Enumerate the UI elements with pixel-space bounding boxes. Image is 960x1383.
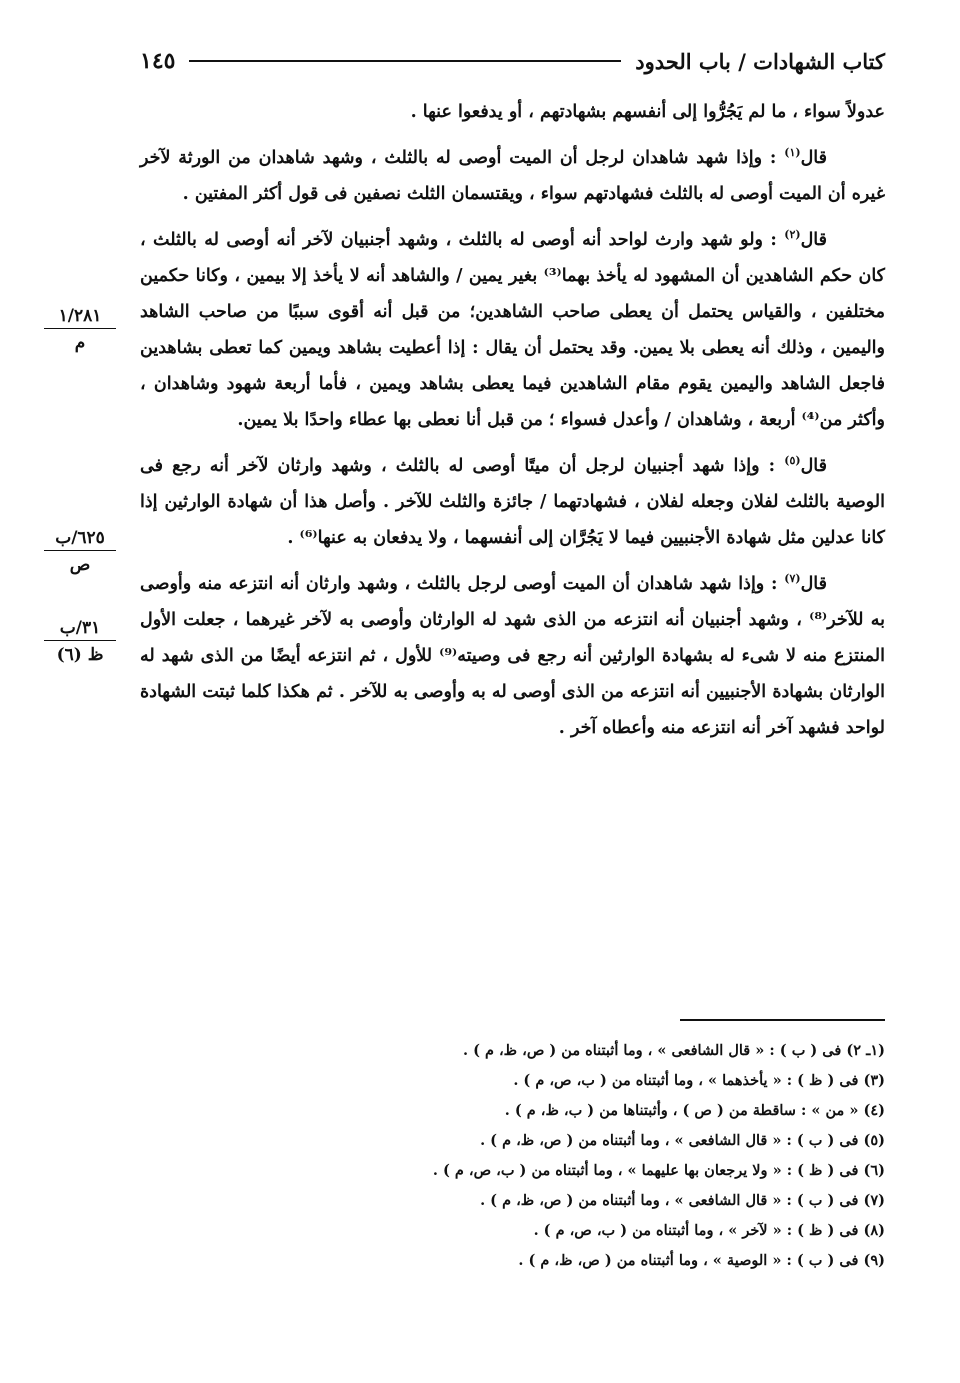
footnote: (٧) فى ( ب ) : « قال الشافعى » ، وما أثبتناه من ( ص، ظ، م ) . xyxy=(480,1192,885,1209)
footnote: (٩) فى ( ب ) : « الوصية » ، وما أثبتناه من ( ص، ظ، م ) . xyxy=(518,1252,885,1269)
margin-manuscript: ظ (٦) xyxy=(56,645,104,665)
margin-folio: ١/٢٨١ xyxy=(44,306,116,329)
paragraph xyxy=(140,140,885,212)
footnote: (٤) « من » : ساقطة من ( ص ) ، وأثبتناها من ( ب، ظ، م ) . xyxy=(504,1102,885,1119)
margin-folio: ٣١/ب xyxy=(44,618,116,641)
margin-note xyxy=(44,618,116,665)
paragraph-text: عدولاً سواء ، ما لم يَجُرُّوا إلى أنفسهم بشهادتهم ، أو يدفعوا عنها . xyxy=(410,102,885,122)
footnote-ref: (١) xyxy=(784,146,801,160)
paragraph-text: : وإذا شهد أجنبيان لرجل أن ميتًا أوصى له بالثلث ، وشهد وارثان لآخر أنه رجع فى الوصية بالثلث لفلان وجعله لفلان ، فشهادتهما / جائزة والثلث للآخر . وأصل هذا أن شهادة الوارثين إذا كانا عدلين مثل شهادة الأجنبيين فيما لا يَجُرَّان إلى أنفسهما ، ولا يدفعان به عنها⁽⁶⁾ . xyxy=(140,456,885,548)
margin-note xyxy=(44,306,116,353)
margin-note xyxy=(44,528,116,575)
footnotes xyxy=(140,1036,885,1276)
footnote: (٥) فى ( ب ) : « قال الشافعى » ، وما أثبتناه من ( ص، ظ، م ) . xyxy=(480,1132,885,1149)
footnote: (١ـ ٢) فى ( ب ) : « قال الشافعى » ، وما أثبتناه من ( ص، ظ، م ) . xyxy=(462,1042,885,1059)
paragraph xyxy=(140,566,885,746)
footnote-ref: (٥) xyxy=(784,454,801,468)
paragraph-label: قال xyxy=(800,574,827,594)
footnote: (٣) فى ( ظ ) : « يأخذهما » ، وما أثبتناه من ( ب، ص، م ) . xyxy=(513,1072,885,1089)
paragraph xyxy=(140,94,885,130)
paragraph-label: قال xyxy=(800,148,827,168)
paragraph-text: : وإذا شهد شاهدان لرجل أن الميت أوصى له بالثلث ، وشهد شاهدان من الورثة لآخر غيره أن الميت أوصى له بالثلث فشهادتهم سواء ، ويقتسمان الثلث نصفين فى قول أكثر المفتين . xyxy=(140,148,885,204)
page-header xyxy=(140,44,885,78)
paragraph-label: قال xyxy=(800,230,827,250)
footnote-separator xyxy=(680,1019,885,1021)
paragraph-text: : وإذا شهد شاهدان أن الميت أوصى لرجل بالثلث ، وشهد وارثان أنه انتزعه منه وأوصى به للآخر⁽⁸⁾ ، وشهد أجنبيان أنه انتزعه من الذى شهد له الوارثان وأوصى به لآخر غيرهما ، جعلت الأول المنتزع منه لا شىء له بشهادة الوارثين أنه رجع فى وصيته⁽⁹⁾ للأول ، ثم انتزعه أيضًا من الذى شهد له الوارثان بشهادة الأجنبيين أنه انتزعه من الذى أوصى له به وأوصى به للآخر . ثم هكذا كلما ثبتت الشهادة لواحد فشهد آخر أنه انتزعه منه وأعطاه آخر . xyxy=(140,574,885,738)
margin-manuscript: ص xyxy=(69,555,91,575)
main-text xyxy=(140,94,885,756)
page-number: ١٤٥ xyxy=(140,48,176,74)
footnote-ref: (٢) xyxy=(784,228,801,242)
margin-folio: ٦٢٥/ب xyxy=(44,528,116,551)
paragraph-text: : ولو شهد وارث لواحد أنه أوصى له بالثلث ، وشهد أجنبيان لآخر أنه أوصى له بالثلث ، كان حكم الشاهدين أن المشهود له يأخذ بهما⁽³⁾ بغير يمين / والشاهد أنه لا يأخذ إلا بيمين ، وكانا حكمين مختلفين ، والقياس يحتمل أن يعطى صاحب الشاهدين؛ من قبل أنه أقوى سببًا من صاحب الشاهد واليمين ، وذلك أنه يعطى بلا يمين. وقد يحتمل أن يقال : إذا أعطيت بشاهد ويمين كما تعطى بشاهدين فاجعل الشاهد واليمين يقوم مقام الشاهدين فيما يعطى بشاهد ويمين ، فأما أربعة شهود وشاهدان ، وأكثر من⁽⁴⁾ أربعة ، وشاهدان / وأعدل فسواء ؛ من قبل أنا نعطى بها عطاء واحدًا بلا يمين. xyxy=(140,230,885,430)
header-rule xyxy=(189,60,621,62)
footnote: (٦) فى ( ظ ) : « ولا يرجعان بها عليهما » ، وما أثبتناه من ( ب، ص، م ) . xyxy=(432,1162,885,1179)
running-title: كتاب الشهادات / باب الحدود xyxy=(635,48,885,74)
footnote-ref: (٧) xyxy=(784,572,801,586)
margin-manuscript: م xyxy=(74,333,86,353)
paragraph-label: قال xyxy=(800,456,827,476)
paragraph xyxy=(140,222,885,438)
footnote: (٨) فى ( ظ ) : « لآخر » ، وما أثبتناه من ( ب، ص، م ) . xyxy=(533,1222,885,1239)
paragraph xyxy=(140,448,885,556)
